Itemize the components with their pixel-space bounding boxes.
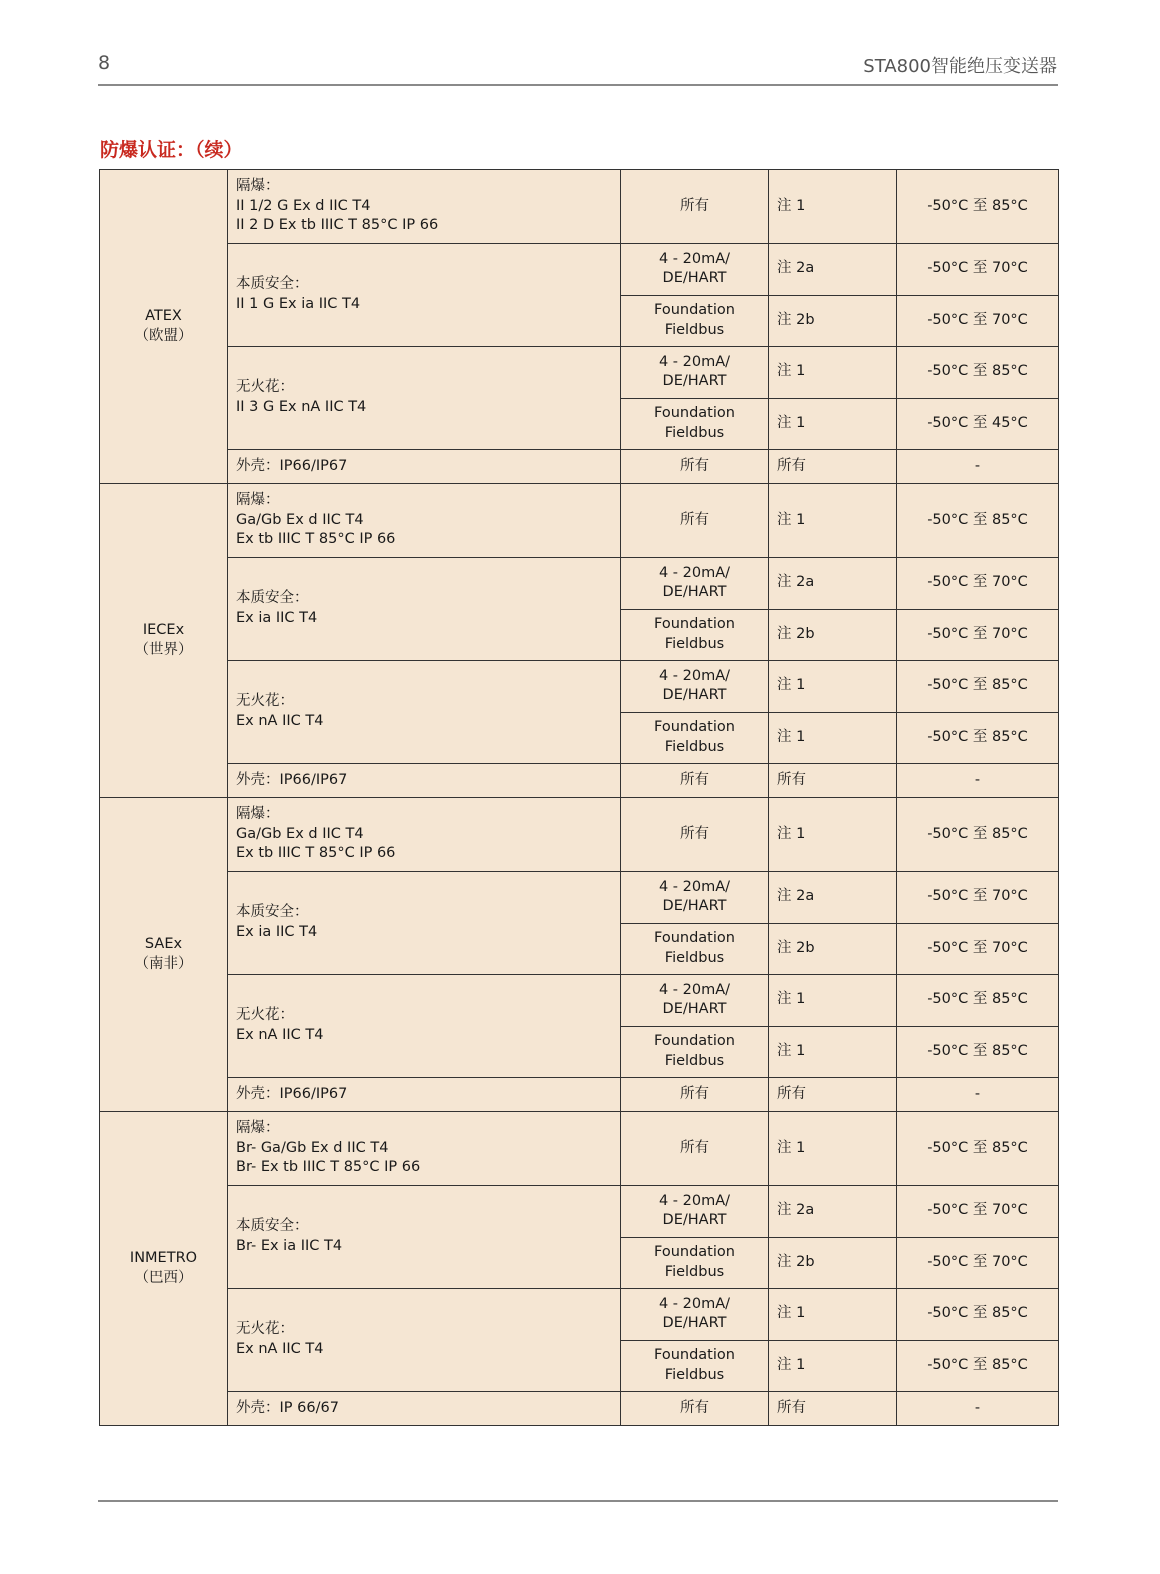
certification-line: II 1 G Ex ia IIC T4: [236, 296, 361, 312]
region-subtitle: （欧盟）: [134, 327, 193, 344]
table-row: [100, 1289, 1059, 1341]
certification-cell: [228, 244, 621, 347]
note-cell: 所有: [769, 450, 897, 484]
output-type-line: 4 - 20mA/: [658, 878, 731, 895]
output-type-line: Foundation: [654, 1033, 735, 1050]
output-type-cell: [621, 872, 769, 924]
temperature-range-cell: -50°C 至 85°C: [897, 1289, 1059, 1341]
temperature-range-cell: -50°C 至 85°C: [897, 975, 1059, 1027]
region-cell: [100, 170, 228, 484]
note-cell: 注 2b: [769, 295, 897, 347]
certification-line: II 1/2 G Ex d IIC T4: [236, 197, 371, 214]
temperature-range-cell: -50°C 至 70°C: [897, 295, 1059, 347]
output-type-line: Fieldbus: [664, 424, 725, 441]
table-row: [100, 558, 1059, 610]
output-type-line: 所有: [680, 771, 709, 788]
region-cell: [100, 484, 228, 798]
output-type-cell: [621, 1026, 769, 1078]
certification-line: Ga/Gb Ex d IIC T4: [236, 825, 364, 842]
output-type-cell: [621, 347, 769, 399]
output-type-cell: [621, 1237, 769, 1289]
note-cell: 注 2a: [769, 558, 897, 610]
region-name: IECEx: [142, 621, 185, 638]
output-type-cell: [621, 1340, 769, 1392]
note-cell: 注 1: [769, 798, 897, 872]
output-type-line: 所有: [680, 1399, 709, 1416]
output-type-cell: [621, 170, 769, 244]
certification-cell: [228, 558, 621, 661]
region-subtitle: （巴西）: [134, 1269, 193, 1286]
region-name: INMETRO: [129, 1249, 198, 1266]
output-type-line: Foundation: [654, 405, 735, 422]
certification-line: Br- Ex tb IIIC T 85°C IP 66: [236, 1159, 421, 1176]
note-cell: 注 1: [769, 661, 897, 713]
table-row: [100, 170, 1059, 244]
table-row: [100, 450, 1059, 484]
output-type-cell: [621, 1289, 769, 1341]
temperature-range-cell: -: [897, 1392, 1059, 1426]
temperature-range-cell: -50°C 至 85°C: [897, 798, 1059, 872]
temperature-range-cell: -50°C 至 70°C: [897, 558, 1059, 610]
page-number: 8: [98, 52, 111, 74]
output-type-line: 4 - 20mA/: [658, 353, 731, 370]
certification-line: Ga/Gb Ex d IIC T4: [236, 511, 364, 528]
temperature-range-cell: -50°C 至 70°C: [897, 923, 1059, 975]
table-row: [100, 798, 1059, 872]
certification-line: Br- Ga/Gb Ex d IIC T4: [236, 1139, 389, 1156]
note-cell: 注 1: [769, 975, 897, 1027]
table-row: [100, 484, 1059, 558]
output-type-line: 4 - 20mA/: [658, 981, 731, 998]
temperature-range-cell: -50°C 至 45°C: [897, 398, 1059, 450]
output-type-cell: [621, 609, 769, 661]
output-type-line: DE/HART: [662, 584, 727, 601]
temperature-range-cell: -: [897, 1078, 1059, 1112]
table-row: [100, 872, 1059, 924]
table-row: [100, 1112, 1059, 1186]
certification-cell: [228, 661, 621, 764]
output-type-line: 所有: [680, 1139, 709, 1156]
temperature-range-cell: -50°C 至 85°C: [897, 170, 1059, 244]
temperature-range-cell: -50°C 至 85°C: [897, 712, 1059, 764]
certification-line: Ex nA IIC T4: [236, 713, 324, 729]
note-cell: 注 1: [769, 1112, 897, 1186]
output-type-line: DE/HART: [662, 373, 727, 390]
output-type-line: Fieldbus: [664, 738, 725, 755]
certification-line: 隔爆：: [236, 178, 280, 195]
note-cell: 注 1: [769, 484, 897, 558]
temperature-range-cell: -50°C 至 85°C: [897, 1026, 1059, 1078]
temperature-range-cell: -50°C 至 70°C: [897, 872, 1059, 924]
output-type-cell: [621, 398, 769, 450]
output-type-line: 4 - 20mA/: [658, 1192, 731, 1209]
temperature-range-cell: -50°C 至 70°C: [897, 244, 1059, 296]
note-cell: 所有: [769, 1392, 897, 1426]
certification-line: 无火花：: [236, 1007, 294, 1024]
output-type-line: Foundation: [654, 1244, 735, 1261]
note-cell: 注 2a: [769, 244, 897, 296]
output-type-line: DE/HART: [662, 687, 727, 704]
temperature-range-cell: -: [897, 764, 1059, 798]
output-type-line: Foundation: [654, 930, 735, 947]
table-row: [100, 1186, 1059, 1238]
certification-line: 本质安全：: [236, 590, 309, 607]
output-type-cell: [621, 1078, 769, 1112]
output-type-cell: [621, 1186, 769, 1238]
note-cell: 注 1: [769, 1340, 897, 1392]
certification-line: Br- Ex ia IIC T4: [236, 1238, 343, 1254]
certification-table: [99, 169, 1059, 1426]
output-type-cell: [621, 975, 769, 1027]
note-cell: 注 2a: [769, 872, 897, 924]
certification-cell: [228, 170, 621, 244]
document-title: STA800智能绝压变送器: [863, 56, 1057, 77]
certification-cell: [228, 1392, 621, 1426]
output-type-line: DE/HART: [662, 1001, 727, 1018]
output-type-cell: [621, 484, 769, 558]
section-heading: 防爆认证：（续）: [100, 139, 243, 161]
certification-line: 无火花：: [236, 693, 294, 710]
certification-line: 本质安全：: [236, 276, 309, 293]
certification-line: 本质安全：: [236, 1218, 309, 1235]
temperature-range-cell: -50°C 至 85°C: [897, 1112, 1059, 1186]
footer-divider: [98, 1500, 1058, 1502]
output-type-line: Foundation: [654, 1347, 735, 1364]
temperature-range-cell: -50°C 至 70°C: [897, 1186, 1059, 1238]
output-type-cell: [621, 450, 769, 484]
region-name: ATEX: [145, 307, 182, 324]
certification-line: 隔爆：: [236, 1120, 280, 1137]
note-cell: 注 1: [769, 347, 897, 399]
output-type-line: Foundation: [654, 719, 735, 736]
certification-line: Ex ia IIC T4: [236, 924, 318, 940]
table-row: [100, 661, 1059, 713]
output-type-line: 所有: [680, 825, 709, 842]
temperature-range-cell: -50°C 至 85°C: [897, 484, 1059, 558]
output-type-cell: [621, 798, 769, 872]
certification-cell: [228, 1112, 621, 1186]
output-type-cell: [621, 1392, 769, 1426]
note-cell: 注 2a: [769, 1186, 897, 1238]
table-row: [100, 244, 1059, 296]
certification-line: 无火花：: [236, 1321, 294, 1338]
output-type-line: Fieldbus: [664, 635, 725, 652]
certification-line: 无火花：: [236, 379, 294, 396]
note-cell: 注 2b: [769, 609, 897, 661]
output-type-cell: [621, 295, 769, 347]
output-type-line: DE/HART: [662, 270, 727, 287]
certification-line: 外壳：IP66/IP67: [236, 1085, 348, 1102]
note-cell: 注 2b: [769, 1237, 897, 1289]
certification-line: 本质安全：: [236, 904, 309, 921]
output-type-cell: [621, 558, 769, 610]
certification-line: Ex tb IIIC T 85°C IP 66: [236, 845, 396, 862]
certification-line: 外壳：IP66/IP67: [236, 771, 348, 788]
output-type-line: 所有: [680, 1085, 709, 1102]
output-type-cell: [621, 764, 769, 798]
table-row: [100, 764, 1059, 798]
note-cell: 所有: [769, 1078, 897, 1112]
output-type-line: Fieldbus: [664, 321, 725, 338]
table-row: [100, 975, 1059, 1027]
note-cell: 所有: [769, 764, 897, 798]
output-type-line: Fieldbus: [664, 1052, 725, 1069]
certification-cell: [228, 1078, 621, 1112]
region-cell: [100, 1112, 228, 1426]
output-type-line: Fieldbus: [664, 1366, 725, 1383]
output-type-line: Foundation: [654, 302, 735, 319]
output-type-line: 所有: [680, 457, 709, 474]
output-type-line: 4 - 20mA/: [658, 1295, 731, 1312]
note-cell: 注 1: [769, 1026, 897, 1078]
note-cell: 注 1: [769, 398, 897, 450]
certification-line: Ex tb IIIC T 85°C IP 66: [236, 531, 396, 548]
output-type-line: DE/HART: [662, 1212, 727, 1229]
certification-cell: [228, 975, 621, 1078]
certification-cell: [228, 798, 621, 872]
temperature-range-cell: -50°C 至 85°C: [897, 1340, 1059, 1392]
table-row: [100, 1392, 1059, 1426]
output-type-line: 4 - 20mA/: [658, 250, 731, 267]
certification-line: 隔爆：: [236, 806, 280, 823]
output-type-cell: [621, 1112, 769, 1186]
certification-line: Ex nA IIC T4: [236, 1341, 324, 1357]
note-cell: 注 1: [769, 712, 897, 764]
region-cell: [100, 798, 228, 1112]
output-type-cell: [621, 661, 769, 713]
certification-line: Ex nA IIC T4: [236, 1027, 324, 1043]
certification-line: II 3 G Ex nA IIC T4: [236, 399, 367, 415]
output-type-cell: [621, 712, 769, 764]
output-type-line: 4 - 20mA/: [658, 667, 731, 684]
certification-line: Ex ia IIC T4: [236, 610, 318, 626]
table-row: [100, 1078, 1059, 1112]
certification-cell: [228, 1289, 621, 1392]
note-cell: 注 1: [769, 1289, 897, 1341]
note-cell: 注 2b: [769, 923, 897, 975]
certification-line: 外壳：IP 66/67: [236, 1399, 339, 1416]
output-type-line: 所有: [680, 511, 709, 528]
temperature-range-cell: -50°C 至 85°C: [897, 661, 1059, 713]
output-type-line: DE/HART: [662, 1315, 727, 1332]
certification-cell: [228, 764, 621, 798]
certification-line: 外壳：IP66/IP67: [236, 457, 348, 474]
region-name: SAEx: [144, 935, 183, 952]
output-type-cell: [621, 244, 769, 296]
certification-cell: [228, 450, 621, 484]
output-type-cell: [621, 923, 769, 975]
certification-cell: [228, 484, 621, 558]
certification-cell: [228, 347, 621, 450]
region-subtitle: （世界）: [134, 641, 193, 658]
table-row: [100, 347, 1059, 399]
certification-cell: [228, 1186, 621, 1289]
output-type-line: 4 - 20mA/: [658, 564, 731, 581]
certification-line: II 2 D Ex tb IIIC T 85°C IP 66: [236, 217, 439, 234]
temperature-range-cell: -50°C 至 70°C: [897, 609, 1059, 661]
certification-line: 隔爆：: [236, 492, 280, 509]
temperature-range-cell: -50°C 至 85°C: [897, 347, 1059, 399]
header-divider: [98, 84, 1058, 86]
certification-cell: [228, 872, 621, 975]
output-type-line: Foundation: [654, 616, 735, 633]
output-type-line: Fieldbus: [664, 1263, 725, 1280]
region-subtitle: （南非）: [134, 955, 193, 972]
note-cell: 注 1: [769, 170, 897, 244]
temperature-range-cell: -: [897, 450, 1059, 484]
output-type-line: Fieldbus: [664, 949, 725, 966]
temperature-range-cell: -50°C 至 70°C: [897, 1237, 1059, 1289]
output-type-line: DE/HART: [662, 898, 727, 915]
output-type-line: 所有: [680, 197, 709, 214]
